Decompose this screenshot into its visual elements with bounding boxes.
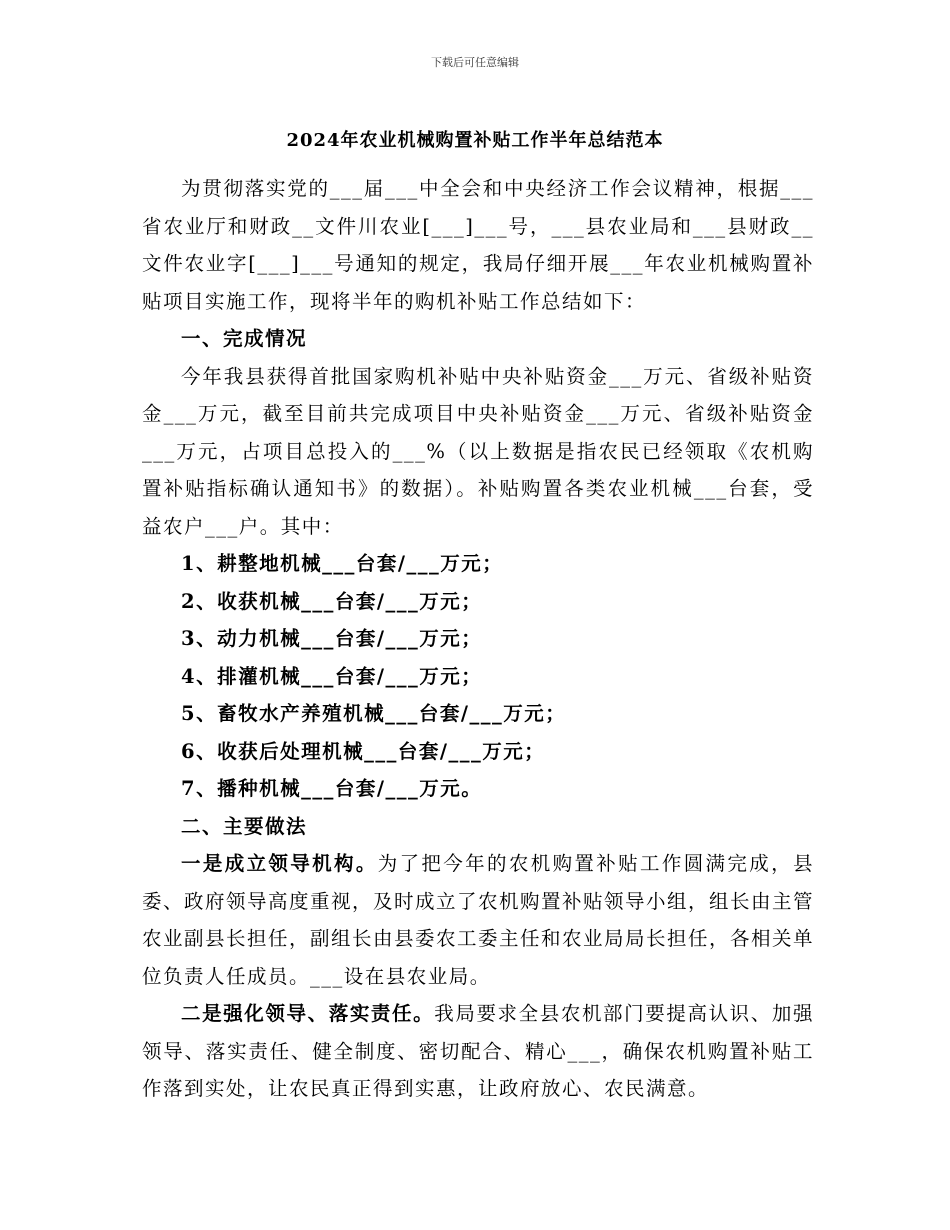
list-item-2: 2、收获机械___台套/___万元； — [181, 589, 483, 613]
intro-paragraph: 为贯彻落实党的___届___中全会和中央经济工作会议精神，根据___省农业厅和财政__文件川农业[___]___号，___县农业局和___县财政__文件农业字[___]___号通知的规定，我局仔细开展___年农业机械购置补贴项目实施工作，现将半年的购机补贴工作总结如下： — [142, 177, 814, 313]
section1-heading: 一、完成情况 — [181, 327, 308, 350]
document-body — [142, 170, 814, 1108]
section2-paragraph-2 — [142, 995, 814, 1108]
list-item-1: 1、耕整地机械___台套/___万元； — [181, 552, 504, 575]
list-item-7: 7、播种机械___台套/___万元。 — [181, 777, 483, 800]
section2-paragraph-1 — [142, 845, 814, 995]
document-title: 2024年农业机械购置补贴工作半年总结范本 — [286, 130, 664, 151]
paragraph-2-lead: 二是强化领导、落实责任。 — [181, 1002, 435, 1025]
paragraph-2-text: 我局要求全县农机部门要提高认识、加强领导、落实责任、健全制度、密切配合、精心___，确保农机购置补贴工作落到实处，让农民真正得到实惠，让政府放心、农民满意。 — [142, 1002, 814, 1100]
section1-paragraph: 今年我县获得首批国家购机补贴中央补贴资金___万元、省级补贴资金___万元，截至目前共完成项目中央补贴资金___万元、省级补贴资金___万元，占项目总投入的___%（以上数据是指农民已经领取《农机购置补贴指标确认通知书》的数据）。补贴购置各类农业机械___台套，受益农户___户。其中： — [142, 364, 814, 538]
list-item-5: 5、畜牧水产养殖机械___台套/___万元； — [181, 702, 567, 725]
section2-heading: 二、主要做法 — [181, 814, 308, 838]
list-item-3: 3、动力机械___台套/___万元； — [181, 627, 483, 650]
page-header: 下载后可任意编辑 — [431, 56, 519, 69]
list-item-6: 6、收获后处理机械___台套/___万元； — [181, 739, 546, 763]
paragraph-1-lead: 一是成立领导机构。 — [181, 852, 378, 875]
paragraph-1-text: 为了把今年的农机购置补贴工作圆满完成，县委、政府领导高度重视，及时成立了农机购置补贴领导小组，组长由主管农业副县长担任，副组长由县委农工委主任和农业局局长担任，各相关单位负责人任成员。___设在县农业局。 — [142, 852, 815, 988]
list-item-4: 4、排灌机械___台套/___万元； — [181, 664, 483, 688]
